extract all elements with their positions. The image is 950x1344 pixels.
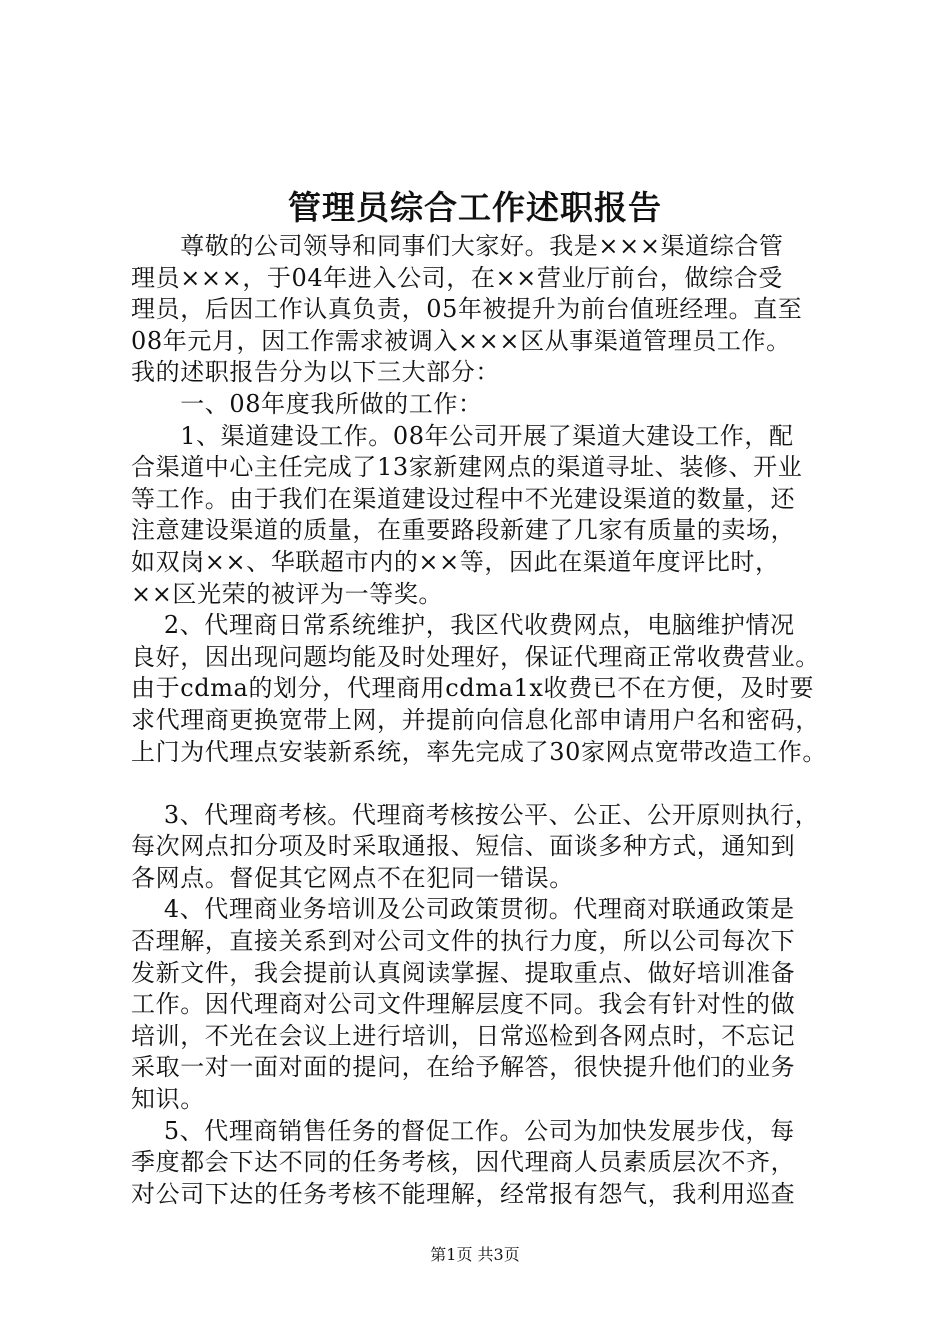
body-text-line: 4、代理商业务培训及公司政策贯彻。代理商对联通政策是 <box>131 895 795 924</box>
body-text-line: 我的述职报告分为以下三大部分： <box>131 358 500 387</box>
body-text-line: 一、08年度我所做的工作： <box>131 389 483 418</box>
body-text-line: 良好，因出现问题均能及时处理好，保证代理商正常收费营业。 <box>131 642 820 671</box>
body-text-line: 注意建设渠道的质量，在重要路段新建了几家有质量的卖场， <box>131 516 796 545</box>
body-text-line: ××区光荣的被评为一等奖。 <box>131 579 444 608</box>
document-body <box>131 231 831 1210</box>
body-text-line: 工作。因代理商对公司文件理解层度不同。我会有针对性的做 <box>131 990 796 1019</box>
body-text-line: 2、代理商日常系统维护，我区代收费网点，电脑维护情况 <box>131 611 795 640</box>
blank-line <box>131 768 831 800</box>
body-text-line: 季度都会下达不同的任务考核，因代理商人员素质层次不齐， <box>131 1148 796 1177</box>
body-text-line: 尊敬的公司领导和同事们大家好。我是×××渠道综合管 <box>131 232 784 260</box>
body-text-line: 如双岗××、华联超市内的××等，因此在渠道年度评比时， <box>131 547 780 576</box>
body-text-line: 08年元月，因工作需求被调入×××区从事渠道管理员工作。 <box>131 326 791 355</box>
body-text-line: 知识。 <box>131 1085 205 1114</box>
page-footer: 第1页 共3页 <box>430 1245 520 1264</box>
body-text-line: 理员×××，于04年进入公司，在××营业厅前台，做综合受 <box>131 263 783 292</box>
body-text-line: 理员，后因工作认真负责，05年被提升为前台值班经理。直至 <box>131 295 803 324</box>
body-text-line: 采取一对一面对面的提问，在给予解答，很快提升他们的业务 <box>131 1053 796 1082</box>
body-text-line: 发新文件，我会提前认真阅读掌握、提取重点、做好培训准备 <box>131 958 796 987</box>
document-title: 管理员综合工作述职报告 <box>288 188 662 227</box>
body-text-line: 由于cdma的划分，代理商用cdma1x收费已不在方便，及时要 <box>131 674 815 703</box>
body-text-line: 否理解，直接关系到对公司文件的执行力度，所以公司每次下 <box>131 927 796 956</box>
body-text-line: 5、代理商销售任务的督促工作。公司为加快发展步伐，每 <box>131 1116 795 1145</box>
body-text-line: 每次网点扣分项及时采取通报、短信、面谈多种方式，通知到 <box>131 832 796 861</box>
body-text-line: 求代理商更换宽带上网，并提前向信息化部申请用户名和密码， <box>131 705 820 734</box>
body-text-line: 合渠道中心主任完成了13家新建网点的渠道寻址、装修、开业 <box>131 453 803 482</box>
body-text-line: 培训，不光在会议上进行培训，日常巡检到各网点时，不忘记 <box>131 1021 796 1050</box>
body-text-line: 等工作。由于我们在渠道建设过程中不光建设渠道的数量，还 <box>131 484 796 513</box>
body-text-line: 对公司下达的任务考核不能理解，经常报有怨气，我利用巡查 <box>131 1179 796 1208</box>
body-text-line: 1、渠道建设工作。08年公司开展了渠道大建设工作，配 <box>131 421 794 450</box>
body-text-line: 上门为代理点安装新系统，率先完成了30家网点宽带改造工作。 <box>131 737 827 766</box>
body-text-line: 各网点。督促其它网点不在犯同一错误。 <box>131 863 574 892</box>
body-text-line: 3、代理商考核。代理商考核按公平、公正、公开原则执行， <box>131 800 820 829</box>
